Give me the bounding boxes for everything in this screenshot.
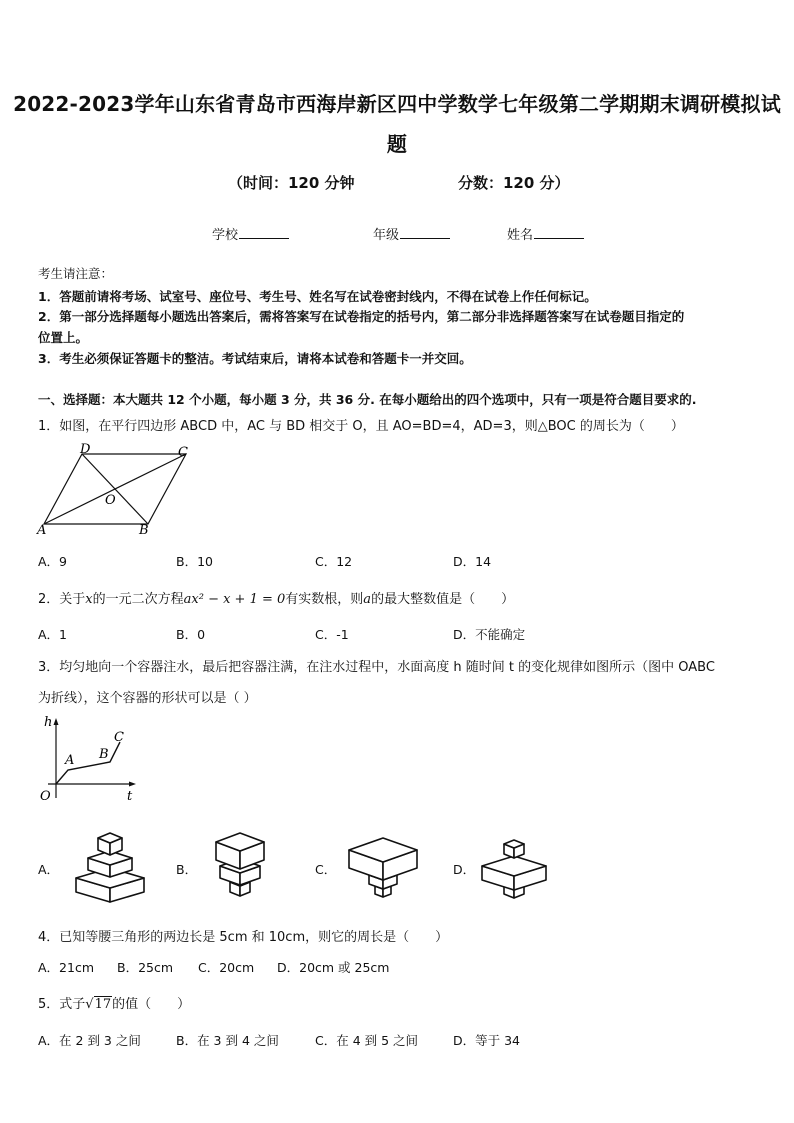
container-d-top-box xyxy=(504,840,524,858)
q2-option-d[interactable]: D．不能确定 xyxy=(453,627,526,642)
page-title-line2: 题 xyxy=(386,132,408,156)
q4-option-d[interactable]: D．20cm 或 25cm xyxy=(277,960,390,975)
q5-radicand: 17 xyxy=(94,997,112,1012)
q3-option-b[interactable]: B． xyxy=(176,862,198,877)
q2-option-a[interactable]: A．1 xyxy=(38,627,68,642)
school-label: 学校 xyxy=(212,228,239,243)
label-a: A xyxy=(37,523,47,538)
notes-heading: 考生请注意： xyxy=(38,266,114,281)
diagonal-bd xyxy=(82,454,148,524)
question-3-stem-line1: 3．均匀地向一个容器注水，最后把容器注满，在注水过程中，水面高度 h 随时间 t 的变化规律如图所示（图中 OABC xyxy=(38,660,715,675)
label-c: C xyxy=(178,445,188,460)
name-field xyxy=(507,224,584,243)
school-field xyxy=(212,224,289,243)
q2-var-a: a xyxy=(363,592,372,607)
container-c-top-box xyxy=(349,838,417,880)
question-5-stem xyxy=(38,993,190,1012)
q5-prefix: 5．式子 xyxy=(38,997,86,1012)
container-b-figure[interactable] xyxy=(198,826,282,906)
q2-mid: 的一元二次方程 xyxy=(92,592,184,607)
q2-option-b[interactable]: B．0 xyxy=(176,627,206,642)
h-axis-arrow xyxy=(54,718,59,725)
note-item-3: 3．考生必须保证答题卡的整洁。考试结束后，请将本试卷和答题卡一并交回。 xyxy=(38,351,472,366)
question-2-stem xyxy=(38,588,514,607)
graph-label-a: A xyxy=(65,753,75,768)
note-item-2-cont: 位置上。 xyxy=(38,330,89,345)
container-d-figure[interactable] xyxy=(472,826,556,906)
container-b-top-box xyxy=(216,833,264,869)
q2-prefix: 2．关于 xyxy=(38,592,86,607)
q1-option-c[interactable]: C．12 xyxy=(315,554,353,569)
sqrt-sign: √ xyxy=(85,997,94,1012)
container-a-top-box xyxy=(98,833,122,855)
container-c-figure[interactable] xyxy=(338,824,428,906)
container-d-middle-box xyxy=(482,856,546,890)
graph-label-o: O xyxy=(40,789,51,804)
graph-label-h: h xyxy=(44,715,53,730)
question-3-stem-line2: 为折线），这个容器的形状可以是（ ） xyxy=(38,691,257,706)
container-a-figure[interactable] xyxy=(60,826,160,906)
q1-option-a[interactable]: A．9 xyxy=(38,554,68,569)
note-item-2: 2．第一部分选择题每小题选出答案后，需将答案写在试卷指定的括号内，第二部分非选择题答案写在试卷题目指定的 xyxy=(38,309,685,324)
graph-label-b: B xyxy=(99,747,109,762)
exam-time: （时间：120 分钟 xyxy=(228,174,355,192)
q5-option-b[interactable]: B．在 3 到 4 之间 xyxy=(176,1033,279,1048)
q2-equation: ax² − x + 1 = 0 xyxy=(183,592,286,607)
exam-score: 分数：120 分） xyxy=(458,174,570,192)
parallelogram-figure xyxy=(34,442,198,538)
q4-option-a[interactable]: A．21cm xyxy=(38,960,95,975)
name-label: 姓名 xyxy=(507,228,534,243)
question-4-stem: 4．已知等腰三角形的两边长是 5cm 和 10cm，则它的周长是（ ） xyxy=(38,930,449,945)
q2-mid2: 有实数根，则 xyxy=(285,592,364,607)
q2-option-c[interactable]: C．-1 xyxy=(315,627,349,642)
question-1-stem: 1．如图，在平行四边形 ABCD 中，AC 与 BD 相交于 O，且 AO=BD=4，AD=3，则△BOC 的周长为（ ） xyxy=(38,419,684,434)
graph-label-c: C xyxy=(114,730,124,745)
q3-option-d[interactable]: D． xyxy=(453,862,476,877)
section-heading: 一、选择题：本大题共 12 个小题，每小题 3 分，共 36 分. 在每小题给出的四个选项中，只有一项是符合题目要求的. xyxy=(38,392,697,407)
q3-option-a[interactable]: A． xyxy=(38,862,60,877)
q2-suffix: 的最大整数值是（ ） xyxy=(371,592,515,607)
label-d: D xyxy=(80,442,91,457)
q4-option-c[interactable]: C．20cm xyxy=(198,960,255,975)
grade-field xyxy=(373,224,450,243)
q5-option-c[interactable]: C．在 4 到 5 之间 xyxy=(315,1033,419,1048)
q3-option-c[interactable]: C． xyxy=(315,862,337,877)
label-b: B xyxy=(139,523,149,538)
t-axis-arrow xyxy=(129,782,136,787)
q5-suffix: 的值（ ） xyxy=(112,997,191,1012)
q5-option-d[interactable]: D．等于 34 xyxy=(453,1033,521,1048)
page-title-line1: 2022-2023学年山东省青岛市西海岸新区四中学数学七年级第二学期期末调研模拟试 xyxy=(13,92,781,116)
q1-option-b[interactable]: B．10 xyxy=(176,554,213,569)
q1-option-d[interactable]: D．14 xyxy=(453,554,492,569)
label-o: O xyxy=(105,493,116,508)
grade-label: 年级 xyxy=(373,228,400,243)
graph-label-t: t xyxy=(127,789,133,804)
water-height-graph xyxy=(34,714,146,806)
q2-var-x: x xyxy=(85,592,93,607)
q4-option-b[interactable]: B．25cm xyxy=(117,960,174,975)
note-item-1: 1．答题前请将考场、试室号、座位号、考生号、姓名写在试卷密封线内，不得在试卷上作任何标记。 xyxy=(38,289,597,304)
q5-option-a[interactable]: A．在 2 到 3 之间 xyxy=(38,1033,141,1048)
